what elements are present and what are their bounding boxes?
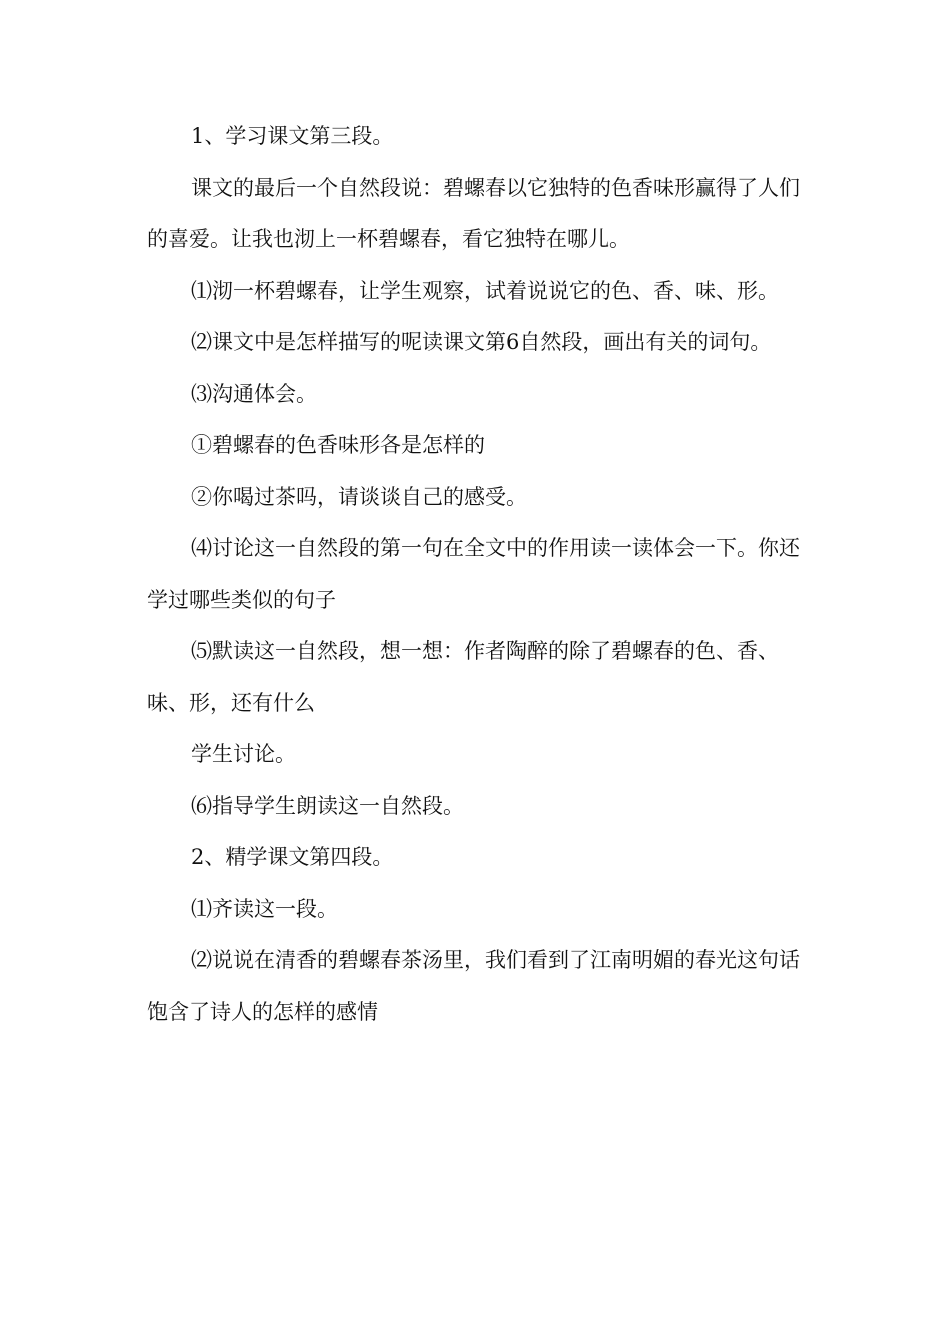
paragraph-step-5: ⑸默读这一自然段，想一想：作者陶醉的除了碧螺春的色、香、味、形，还有什么	[147, 639, 779, 715]
document-body	[147, 111, 807, 1038]
paragraph-section-1-heading: 1、学习课文第三段。	[191, 124, 394, 148]
paragraph-discussion: 学生讨论。	[191, 742, 296, 766]
paragraph-step-3-sub-1: ①碧螺春的色香味形各是怎样的	[191, 433, 485, 457]
paragraph-step-3: ⑶沟通体会。	[191, 381, 317, 406]
paragraph-step-6: ⑹指导学生朗读这一自然段。	[191, 793, 464, 818]
paragraph-step-3-sub-2: ②你喝过茶吗，请谈谈自己的感受。	[191, 484, 527, 509]
paragraph-step-1: ⑴沏一杯碧螺春，让学生观察，试着说说它的色、香、味、形。	[191, 278, 779, 303]
paragraph-section-2-heading: 2、精学课文第四段。	[191, 845, 394, 869]
paragraph-section-2-step-2: ⑵说说在清香的碧螺春茶汤里，我们看到了江南明媚的春光这句话饱含了诗人的怎样的感情	[147, 948, 800, 1024]
paragraph-step-4: ⑷讨论这一自然段的第一句在全文中的作用读一读体会一下。你还学过哪些类似的句子	[147, 536, 800, 612]
paragraph-step-2: ⑵课文中是怎样描写的呢读课文第6自然段，画出有关的词句。	[191, 330, 772, 354]
paragraph-intro: 课文的最后一个自然段说：碧螺春以它独特的色香味形赢得了人们的喜爱。让我也沏上一杯碧螺春，看它独特在哪儿。	[147, 175, 800, 251]
paragraph-section-2-step-1: ⑴齐读这一段。	[191, 896, 338, 921]
